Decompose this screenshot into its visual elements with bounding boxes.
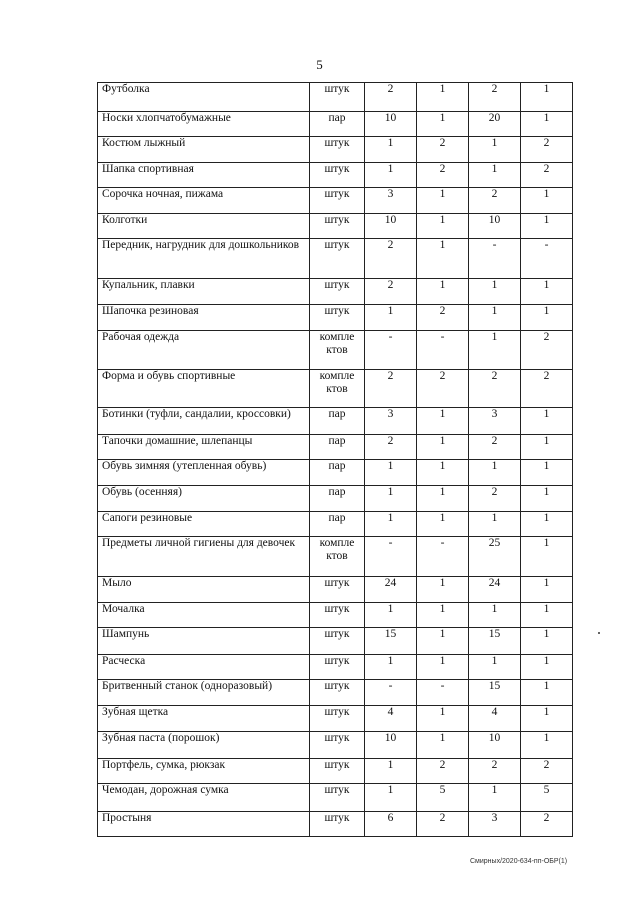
item-value-4: 1 — [521, 732, 573, 759]
item-value-1: 3 — [365, 188, 417, 214]
item-value-4: 2 — [521, 812, 573, 837]
item-value-3: 1 — [469, 137, 521, 163]
item-value-2: 1 — [417, 408, 469, 435]
table-row — [98, 512, 573, 537]
table-row — [98, 460, 573, 486]
item-value-1: - — [365, 537, 417, 577]
item-value-2: 1 — [417, 214, 469, 239]
item-value-4: 1 — [521, 279, 573, 305]
item-value-2: 2 — [417, 137, 469, 163]
item-value-3: 1 — [469, 331, 521, 370]
item-value-4: 1 — [521, 460, 573, 486]
item-value-1: 1 — [365, 759, 417, 784]
item-value-2: 1 — [417, 603, 469, 628]
footer-doc-code: Смирных/2020-634-пп-ОБР(1) — [470, 858, 568, 865]
item-unit: штук — [310, 137, 365, 163]
item-name: Тапочки домашние, шлепанцы — [98, 435, 310, 460]
item-value-1: 2 — [365, 239, 417, 279]
table-row — [98, 239, 573, 279]
table-row — [98, 408, 573, 435]
item-value-4: 1 — [521, 435, 573, 460]
item-value-1: 10 — [365, 112, 417, 137]
item-name: Колготки — [98, 214, 310, 239]
item-value-4: 1 — [521, 655, 573, 680]
item-value-3: 2 — [469, 759, 521, 784]
item-unit: штук — [310, 732, 365, 759]
item-unit: пар — [310, 486, 365, 512]
item-unit: пар — [310, 460, 365, 486]
item-value-1: 1 — [365, 486, 417, 512]
item-value-2: 2 — [417, 812, 469, 837]
item-value-2: 2 — [417, 370, 469, 408]
item-unit: штук — [310, 628, 365, 655]
item-value-1: 24 — [365, 577, 417, 603]
item-value-1: 1 — [365, 784, 417, 812]
item-value-4: 1 — [521, 512, 573, 537]
item-value-1: 2 — [365, 279, 417, 305]
table-row — [98, 812, 573, 837]
item-value-4: 1 — [521, 577, 573, 603]
item-name: Передник, нагрудник для дошкольников — [98, 239, 310, 279]
item-name: Шапка спортивная — [98, 163, 310, 188]
item-name: Предметы личной гигиены для девочек — [98, 537, 310, 577]
item-unit: штук — [310, 305, 365, 331]
item-value-3: 3 — [469, 812, 521, 837]
item-name: Простыня — [98, 812, 310, 837]
item-value-2: 1 — [417, 112, 469, 137]
table-row — [98, 537, 573, 577]
item-value-3: 1 — [469, 512, 521, 537]
item-value-1: 1 — [365, 305, 417, 331]
table-row — [98, 305, 573, 331]
item-unit: штук — [310, 759, 365, 784]
item-value-1: 2 — [365, 83, 417, 112]
item-value-1: 1 — [365, 655, 417, 680]
item-value-3: 1 — [469, 163, 521, 188]
item-name: Обувь зимняя (утепленная обувь) — [98, 460, 310, 486]
item-unit: компле ктов — [310, 537, 365, 577]
item-value-2: 1 — [417, 486, 469, 512]
item-value-4: 1 — [521, 112, 573, 137]
item-value-3: 1 — [469, 305, 521, 331]
item-value-4: 1 — [521, 628, 573, 655]
item-unit: штук — [310, 784, 365, 812]
item-value-1: - — [365, 680, 417, 706]
item-value-2: 1 — [417, 655, 469, 680]
item-unit: штук — [310, 163, 365, 188]
item-value-1: 10 — [365, 732, 417, 759]
item-value-2: - — [417, 537, 469, 577]
item-value-2: 2 — [417, 163, 469, 188]
item-value-4: 1 — [521, 603, 573, 628]
item-value-1: 2 — [365, 435, 417, 460]
table-body — [98, 83, 573, 837]
item-name: Сорочка ночная, пижама — [98, 188, 310, 214]
table-row — [98, 706, 573, 732]
item-name: Бритвенный станок (одноразовый) — [98, 680, 310, 706]
table-row — [98, 188, 573, 214]
item-unit: штук — [310, 706, 365, 732]
item-value-2: 1 — [417, 577, 469, 603]
item-value-3: 4 — [469, 706, 521, 732]
item-value-4: 1 — [521, 214, 573, 239]
item-name: Зубная щетка — [98, 706, 310, 732]
item-unit: компле ктов — [310, 370, 365, 408]
item-value-4: 1 — [521, 537, 573, 577]
item-unit: штук — [310, 239, 365, 279]
table-row — [98, 214, 573, 239]
item-name: Костюм лыжный — [98, 137, 310, 163]
table-row — [98, 435, 573, 460]
table-row — [98, 759, 573, 784]
item-value-2: 1 — [417, 706, 469, 732]
item-value-4: - — [521, 239, 573, 279]
item-value-4: 1 — [521, 188, 573, 214]
item-value-1: - — [365, 331, 417, 370]
table-row — [98, 603, 573, 628]
item-value-1: 1 — [365, 137, 417, 163]
item-name: Рабочая одежда — [98, 331, 310, 370]
item-name: Носки хлопчатобумажные — [98, 112, 310, 137]
page-number: 5 — [316, 57, 323, 72]
item-value-4: 2 — [521, 137, 573, 163]
item-value-3: 1 — [469, 603, 521, 628]
item-name: Купальник, плавки — [98, 279, 310, 305]
item-unit: штук — [310, 214, 365, 239]
item-unit: пар — [310, 112, 365, 137]
item-value-3: 15 — [469, 680, 521, 706]
item-value-3: 10 — [469, 214, 521, 239]
item-unit: штук — [310, 680, 365, 706]
item-value-3: 20 — [469, 112, 521, 137]
item-unit: штук — [310, 812, 365, 837]
item-name: Шапочка резиновая — [98, 305, 310, 331]
table-row — [98, 331, 573, 370]
table-row — [98, 83, 573, 112]
item-unit: пар — [310, 435, 365, 460]
table-row — [98, 137, 573, 163]
item-value-4: 1 — [521, 408, 573, 435]
item-value-2: 1 — [417, 512, 469, 537]
item-name: Сапоги резиновые — [98, 512, 310, 537]
item-name: Чемодан, дорожная сумка — [98, 784, 310, 812]
item-value-1: 1 — [365, 512, 417, 537]
item-value-3: 2 — [469, 486, 521, 512]
item-value-1: 1 — [365, 603, 417, 628]
item-name: Зубная паста (порошок) — [98, 732, 310, 759]
item-value-3: 2 — [469, 83, 521, 112]
item-name: Футболка — [98, 83, 310, 112]
item-value-3: 2 — [469, 188, 521, 214]
item-value-2: 1 — [417, 460, 469, 486]
item-value-4: 5 — [521, 784, 573, 812]
items-table — [97, 82, 573, 837]
item-value-3: 1 — [469, 655, 521, 680]
item-value-2: 2 — [417, 759, 469, 784]
item-value-3: - — [469, 239, 521, 279]
item-unit: пар — [310, 512, 365, 537]
item-value-2: 1 — [417, 732, 469, 759]
item-unit: штук — [310, 603, 365, 628]
item-value-4: 2 — [521, 370, 573, 408]
item-unit: штук — [310, 83, 365, 112]
margin-dot — [598, 632, 600, 634]
item-value-1: 6 — [365, 812, 417, 837]
item-unit: штук — [310, 577, 365, 603]
item-value-3: 2 — [469, 435, 521, 460]
item-value-2: 1 — [417, 628, 469, 655]
item-value-2: - — [417, 331, 469, 370]
item-name: Шампунь — [98, 628, 310, 655]
item-value-3: 10 — [469, 732, 521, 759]
table-row — [98, 486, 573, 512]
item-unit: штук — [310, 279, 365, 305]
item-value-4: 1 — [521, 305, 573, 331]
item-name: Ботинки (туфли, сандалии, кроссовки) — [98, 408, 310, 435]
item-unit: штук — [310, 655, 365, 680]
item-value-2: 1 — [417, 279, 469, 305]
item-value-1: 10 — [365, 214, 417, 239]
item-value-3: 25 — [469, 537, 521, 577]
item-name: Обувь (осенняя) — [98, 486, 310, 512]
table-row — [98, 680, 573, 706]
item-value-2: - — [417, 680, 469, 706]
item-value-2: 1 — [417, 188, 469, 214]
item-value-1: 15 — [365, 628, 417, 655]
item-value-4: 2 — [521, 163, 573, 188]
table-row — [98, 370, 573, 408]
item-value-3: 1 — [469, 279, 521, 305]
item-value-3: 24 — [469, 577, 521, 603]
item-value-2: 5 — [417, 784, 469, 812]
item-unit: штук — [310, 188, 365, 214]
table-row — [98, 655, 573, 680]
table-row — [98, 163, 573, 188]
table-row — [98, 628, 573, 655]
table-row — [98, 112, 573, 137]
table-row — [98, 577, 573, 603]
item-value-3: 15 — [469, 628, 521, 655]
item-value-4: 1 — [521, 680, 573, 706]
item-value-1: 1 — [365, 460, 417, 486]
item-value-3: 2 — [469, 370, 521, 408]
item-value-3: 1 — [469, 784, 521, 812]
item-value-1: 2 — [365, 370, 417, 408]
item-value-4: 2 — [521, 331, 573, 370]
table-row — [98, 279, 573, 305]
item-name: Расческа — [98, 655, 310, 680]
item-value-4: 1 — [521, 83, 573, 112]
item-value-3: 1 — [469, 460, 521, 486]
item-value-1: 4 — [365, 706, 417, 732]
item-value-2: 1 — [417, 435, 469, 460]
item-value-2: 2 — [417, 305, 469, 331]
item-value-3: 3 — [469, 408, 521, 435]
item-name: Мыло — [98, 577, 310, 603]
item-value-4: 1 — [521, 706, 573, 732]
item-value-1: 1 — [365, 163, 417, 188]
item-value-2: 1 — [417, 83, 469, 112]
item-value-4: 1 — [521, 486, 573, 512]
item-name: Мочалка — [98, 603, 310, 628]
table-row — [98, 784, 573, 812]
item-name: Форма и обувь спортивные — [98, 370, 310, 408]
item-value-2: 1 — [417, 239, 469, 279]
item-value-4: 2 — [521, 759, 573, 784]
item-unit: компле ктов — [310, 331, 365, 370]
item-unit: пар — [310, 408, 365, 435]
item-value-1: 3 — [365, 408, 417, 435]
table-row — [98, 732, 573, 759]
item-name: Портфель, сумка, рюкзак — [98, 759, 310, 784]
